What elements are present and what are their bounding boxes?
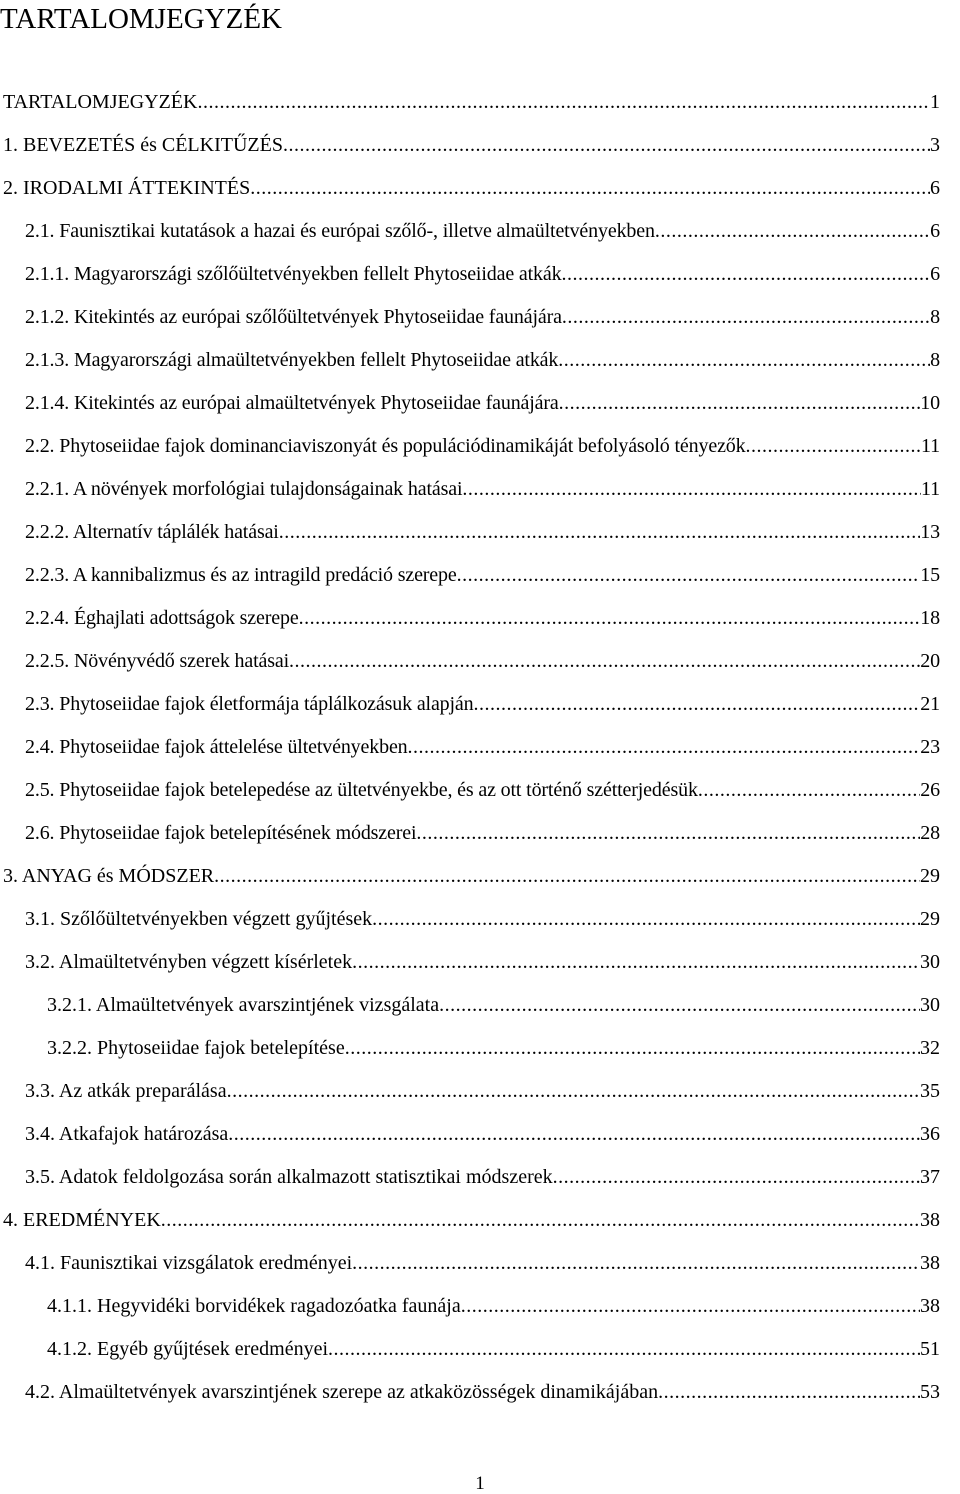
- dot-leader: [328, 1337, 920, 1361]
- toc-entry-title: 2.4. Phytoseiidae fajok áttelelése ültetvényekben: [25, 735, 408, 758]
- toc-entry-title: 3.2.2. Phytoseiidae fajok betelepítése: [47, 1036, 345, 1059]
- toc-entry-page: 8: [930, 348, 940, 371]
- toc-entry-title: 2.2.1. A növények morfológiai tulajdonságainak hatásai: [25, 477, 463, 500]
- dot-leader: [352, 1251, 920, 1275]
- toc-entry[interactable]: [0, 639, 940, 682]
- dot-leader: [439, 993, 920, 1017]
- dot-leader: [416, 821, 920, 845]
- toc-entry-title: 2.1. Faunisztikai kutatások a hazai és európai szőlő-, illetve almaültetvényekben: [25, 219, 655, 242]
- toc-entry-page: 6: [930, 219, 940, 242]
- toc-entry-title: 2.6. Phytoseiidae fajok betelepítésének módszerei: [25, 821, 417, 844]
- toc-entry[interactable]: [0, 381, 940, 424]
- dot-leader: [559, 391, 921, 415]
- toc-entry-page: 38: [920, 1208, 940, 1231]
- dot-leader: [698, 778, 920, 802]
- toc-entry-title: 2.1.1. Magyarországi szőlőültetvényekben fellelt Phytoseiidae atkák: [25, 262, 562, 285]
- dot-leader: [457, 563, 921, 587]
- toc-entry[interactable]: [0, 596, 940, 639]
- dot-leader: [408, 735, 921, 759]
- toc-entry-page: 26: [920, 778, 940, 801]
- page-number: 1: [475, 1473, 485, 1494]
- toc-entry[interactable]: [0, 897, 940, 940]
- toc-entry-title: 2. IRODALMI ÁTTEKINTÉS: [3, 176, 251, 199]
- dot-leader: [655, 219, 930, 243]
- toc-entry-page: 21: [920, 692, 940, 715]
- toc-entry-title: 4.1.2. Egyéb gyűjtések eredményei: [47, 1337, 329, 1360]
- toc-entry[interactable]: [0, 338, 940, 381]
- toc-entry-title: 3.4. Atkafajok határozása: [25, 1122, 229, 1145]
- page-title: TARTALOMJEGYZÉK: [0, 3, 282, 35]
- toc-entry[interactable]: [0, 123, 940, 166]
- toc-entry[interactable]: [0, 983, 940, 1026]
- toc-entry-title: 3.1. Szőlőültetvényekben végzett gyűjtések: [25, 907, 373, 930]
- toc-entry[interactable]: [0, 940, 940, 983]
- toc-entry-page: 32: [920, 1036, 940, 1059]
- dot-leader: [214, 864, 920, 888]
- toc-entry-page: 20: [920, 649, 940, 672]
- toc-entry-page: 15: [920, 563, 940, 586]
- toc-entry-page: 30: [920, 950, 940, 973]
- toc-entry[interactable]: [0, 553, 940, 596]
- toc-entry[interactable]: [0, 1327, 940, 1370]
- toc-entry-title: 2.1.2. Kitekintés az európai szőlőültetvények Phytoseiidae faunájára: [25, 305, 562, 328]
- table-of-contents: [0, 80, 940, 1413]
- dot-leader: [161, 1208, 920, 1232]
- dot-leader: [352, 950, 920, 974]
- dot-leader: [561, 262, 930, 286]
- toc-entry[interactable]: [0, 1155, 940, 1198]
- toc-entry-page: 36: [920, 1122, 940, 1145]
- toc-entry[interactable]: [0, 295, 940, 338]
- toc-entry-page: 38: [920, 1294, 940, 1317]
- toc-entry[interactable]: [0, 1370, 940, 1413]
- toc-entry-title: 3.5. Adatok feldolgozása során alkalmazott statisztikai módszerek: [25, 1165, 553, 1188]
- dot-leader: [553, 1165, 920, 1189]
- toc-entry-title: 3.3. Az atkák preparálása: [25, 1079, 227, 1102]
- dot-leader: [283, 133, 930, 157]
- toc-entry[interactable]: [0, 811, 940, 854]
- dot-leader: [289, 649, 920, 673]
- toc-entry-title: 4.2. Almaültetvények avarszintjének szerepe az atkaközösségek dinamikájában: [25, 1380, 659, 1403]
- toc-entry[interactable]: [0, 725, 940, 768]
- toc-entry-page: 38: [920, 1251, 940, 1274]
- toc-entry[interactable]: [0, 166, 940, 209]
- toc-entry-page: 3: [930, 133, 940, 156]
- dot-leader: [197, 90, 930, 114]
- toc-entry-title: 2.1.4. Kitekintés az európai almaültetvények Phytoseiidae faunájára: [25, 391, 559, 414]
- toc-entry-title: 3.2. Almaültetvényben végzett kísérletek: [25, 950, 353, 973]
- toc-entry-title: 2.5. Phytoseiidae fajok betelepedése az ültetvényekbe, és az ott történő szétterjedésük: [25, 778, 698, 801]
- dot-leader: [372, 907, 920, 931]
- dot-leader: [299, 606, 921, 630]
- toc-entry[interactable]: [0, 768, 940, 811]
- toc-entry[interactable]: [0, 1198, 940, 1241]
- dot-leader: [462, 477, 921, 501]
- toc-entry[interactable]: [0, 209, 940, 252]
- toc-entry[interactable]: [0, 510, 940, 553]
- toc-entry[interactable]: [0, 467, 940, 510]
- toc-entry[interactable]: [0, 854, 940, 897]
- toc-entry-title: 2.2.2. Alternatív táplálék hatásai: [25, 520, 279, 543]
- toc-entry-page: 28: [920, 821, 940, 844]
- toc-entry-page: 8: [930, 305, 940, 328]
- dot-leader: [474, 692, 921, 716]
- toc-entry[interactable]: [0, 1241, 940, 1284]
- toc-entry-page: 1: [930, 90, 940, 113]
- toc-entry-title: 4. EREDMÉNYEK: [3, 1208, 161, 1231]
- dot-leader: [562, 305, 930, 329]
- toc-entry-title: 1. BEVEZETÉS és CÉLKITŰZÉS: [3, 133, 283, 156]
- toc-entry-page: 29: [920, 907, 940, 930]
- toc-entry-page: 11: [921, 434, 940, 457]
- toc-entry-page: 35: [920, 1079, 940, 1102]
- toc-entry[interactable]: [0, 252, 940, 295]
- toc-entry-page: 51: [920, 1337, 940, 1360]
- dot-leader: [558, 348, 930, 372]
- toc-entry-title: 3. ANYAG és MÓDSZER: [3, 864, 215, 887]
- toc-entry-page: 10: [920, 391, 940, 414]
- toc-entry-page: 23: [920, 735, 940, 758]
- toc-entry-title: 4.1.1. Hegyvidéki borvidékek ragadozóatka faunája: [47, 1294, 461, 1317]
- toc-entry-page: 29: [920, 864, 940, 887]
- toc-entry[interactable]: [0, 1069, 940, 1112]
- dot-leader: [746, 434, 922, 458]
- toc-entry-page: 11: [921, 477, 940, 500]
- dot-leader: [279, 520, 921, 544]
- dot-leader: [250, 176, 930, 200]
- toc-entry-page: 30: [920, 993, 940, 1016]
- toc-entry-title: 4.1. Faunisztikai vizsgálatok eredményei: [25, 1251, 353, 1274]
- toc-entry-page: 6: [930, 176, 940, 199]
- toc-entry[interactable]: [0, 80, 940, 123]
- toc-entry[interactable]: [0, 1026, 940, 1069]
- dot-leader: [658, 1380, 920, 1404]
- dot-leader: [461, 1294, 920, 1318]
- toc-entry-title: 3.2.1. Almaültetvények avarszintjének vizsgálata: [47, 993, 440, 1016]
- toc-entry[interactable]: [0, 682, 940, 725]
- toc-entry-title: TARTALOMJEGYZÉK: [3, 90, 198, 113]
- toc-entry-page: 53: [920, 1380, 940, 1403]
- dot-leader: [228, 1122, 920, 1146]
- toc-entry-title: 2.2.3. A kannibalizmus és az intragild predáció szerepe: [25, 563, 457, 586]
- toc-entry-page: 18: [920, 606, 940, 629]
- toc-entry-page: 6: [930, 262, 940, 285]
- toc-entry-title: 2.2.5. Növényvédő szerek hatásai: [25, 649, 289, 672]
- toc-entry-page: 13: [920, 520, 940, 543]
- toc-entry-page: 37: [920, 1165, 940, 1188]
- toc-entry-title: 2.2.4. Éghajlati adottságok szerepe: [25, 606, 299, 629]
- toc-entry[interactable]: [0, 424, 940, 467]
- toc-entry-title: 2.3. Phytoseiidae fajok életformája táplálkozásuk alapján: [25, 692, 474, 715]
- toc-entry-title: 2.2. Phytoseiidae fajok dominanciaviszonyát és populációdinamikáját befolyásoló tényezők: [25, 434, 746, 457]
- toc-entry[interactable]: [0, 1112, 940, 1155]
- toc-entry[interactable]: [0, 1284, 940, 1327]
- dot-leader: [345, 1036, 920, 1060]
- dot-leader: [227, 1079, 920, 1103]
- toc-entry-title: 2.1.3. Magyarországi almaültetvényekben fellelt Phytoseiidae atkák: [25, 348, 559, 371]
